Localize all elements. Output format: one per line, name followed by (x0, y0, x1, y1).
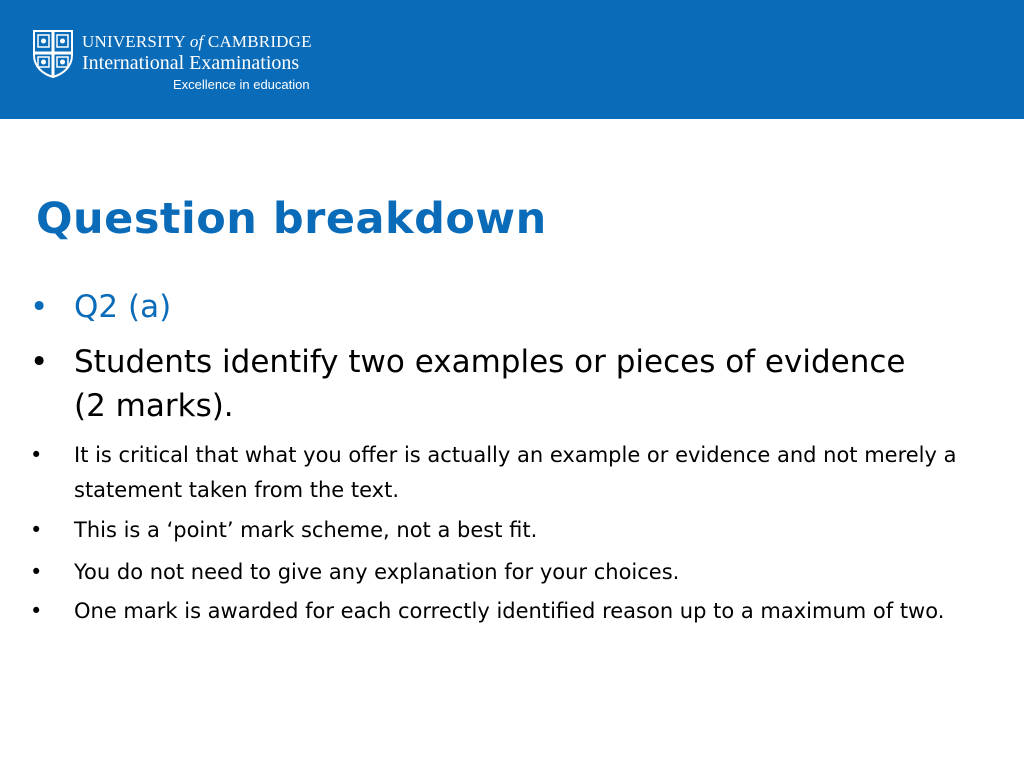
bullet-icon: • (30, 443, 43, 467)
bullet-text: You do not need to give any explanation for your choices. (74, 560, 680, 584)
bullet-text: Q2 (a) (74, 289, 172, 325)
bullet-icon: • (30, 560, 43, 584)
organization-name-suffix: CAMBRIDGE (207, 32, 312, 51)
organization-tagline: Excellence in education (173, 77, 310, 92)
bullet-icon: • (30, 599, 43, 623)
organization-division: International Examinations (82, 52, 300, 74)
bullet-item-mark-scheme (30, 513, 980, 548)
bullet-text: One mark is awarded for each correctly identified reason up to a maximum of two. (74, 599, 945, 623)
organization-name-of: of (189, 32, 204, 51)
bullet-item-task (30, 340, 930, 428)
organization-name-prefix: UNIVERSITY (82, 32, 186, 51)
slide-title: Question breakdown (36, 194, 547, 244)
bullet-icon: • (30, 344, 49, 380)
bullet-icon: • (30, 289, 49, 325)
bullet-item-one-mark (30, 594, 980, 629)
bullet-text: Students identify two examples or pieces of evidence (2 marks). (74, 344, 906, 424)
bullet-item-question (30, 285, 980, 329)
bullet-item-critical (30, 438, 980, 508)
bullet-icon: • (30, 518, 43, 542)
bullet-text: This is a ‘point’ mark scheme, not a best fit. (74, 518, 538, 542)
bullet-text: It is critical that what you offer is actually an example or evidence and not merely a statement taken from the text. (74, 443, 957, 502)
bullet-item-no-explanation (30, 555, 980, 590)
